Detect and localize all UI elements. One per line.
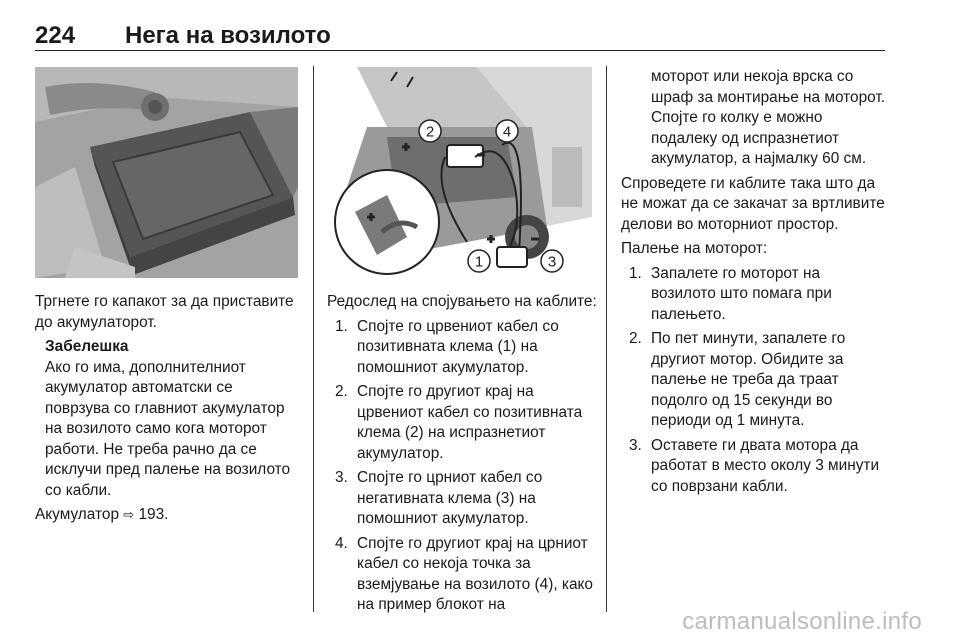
step-number: 2. — [335, 383, 348, 400]
engine-start-steps — [621, 264, 889, 498]
step-text: Спојте го црвениот кабел со позитивната клема (1) на помошниот акумулатор. — [357, 317, 559, 376]
step-4-continuation: моторот или некоја врска со шраф за монтирање на моторот. Спојте го колку е можно подалеку од испразнетиот акумулатор, а најмалку 60 см. — [651, 68, 886, 167]
step-text: Спојте го другиот крај на црниот кабел со некоја точка за вземјување на возилото (4), како на пример блокот на — [357, 534, 593, 613]
engine-start-title: Палење на моторот: — [621, 240, 768, 257]
step-text: Запалете го моторот на возилото што помага при палењето. — [651, 264, 832, 323]
battery-cover-figure — [35, 67, 298, 278]
reference-label: Акумулатор — [35, 506, 120, 523]
step-number: 2. — [629, 330, 642, 347]
intro-paragraph: Тргнете го капакот за да приставите до акумулаторот. — [35, 293, 294, 331]
step-number: 4. — [335, 534, 348, 552]
watermark: carmanualsonline.info — [682, 608, 922, 635]
battery-cover-illustration — [35, 67, 298, 278]
page-title: Нега на возилото — [125, 22, 331, 49]
column-3-text — [621, 67, 889, 501]
column-1-text — [35, 292, 300, 530]
column-divider-left — [313, 66, 314, 612]
connection-intro: Редослед на спојувањето на каблите: — [327, 293, 597, 310]
page-reference-arrow-icon: ⇨ — [123, 507, 135, 522]
page-number: 224 — [35, 22, 76, 49]
step-number: 1. — [335, 317, 348, 335]
battery-reference — [35, 505, 300, 526]
column-divider-right — [606, 66, 607, 612]
figure-label-2: 2 — [425, 123, 435, 141]
step-number: 3. — [629, 436, 642, 454]
step-text: По пет минути, запалете го другиот мотор. Обидите за палење не треба да траат подолго од 15 секунди во периоди од 1 минута. — [651, 330, 846, 429]
list-item — [327, 534, 597, 616]
note-body: Ако го има, дополнителниот акумулатор автоматски се поврзува со главниот акумулатор на возилото само кога моторот работи. Не треба рачно да се исклучи пред палење на возилото со кабли. — [45, 358, 291, 499]
page-header — [35, 10, 885, 51]
jump-start-illustration — [327, 67, 592, 278]
jump-start-diagram — [327, 67, 592, 278]
figure-label-4: 4 — [502, 123, 512, 141]
step-text: Спојте го другиот крај на црвениот кабел со позитивната клема (2) на испразнетиот акумулатор. — [357, 383, 583, 462]
figure-label-1: 1 — [474, 253, 484, 271]
list-item — [621, 264, 889, 326]
list-item — [327, 468, 597, 530]
column-2-text — [327, 292, 597, 620]
list-item — [621, 329, 889, 432]
cable-routing-paragraph: Спроведете ги каблите така што да не можат да се закачат за вртливите делови во моторниот простор. — [621, 174, 885, 233]
list-item — [327, 317, 597, 379]
reference-page: 193. — [138, 506, 169, 523]
step-text: Оставете ги двата мотора да работат в место околу 3 минути со поврзани кабли. — [651, 436, 880, 495]
step-number: 1. — [629, 264, 642, 282]
connection-steps — [327, 317, 597, 616]
list-item — [621, 436, 889, 498]
step-number: 3. — [335, 469, 348, 486]
figure-label-3: 3 — [547, 253, 557, 271]
step-text: Спојте го црниот кабел со негативната клема (3) на помошниот акумулатор. — [357, 469, 543, 527]
list-item — [327, 382, 597, 464]
note-title: Забелешка — [45, 338, 129, 355]
